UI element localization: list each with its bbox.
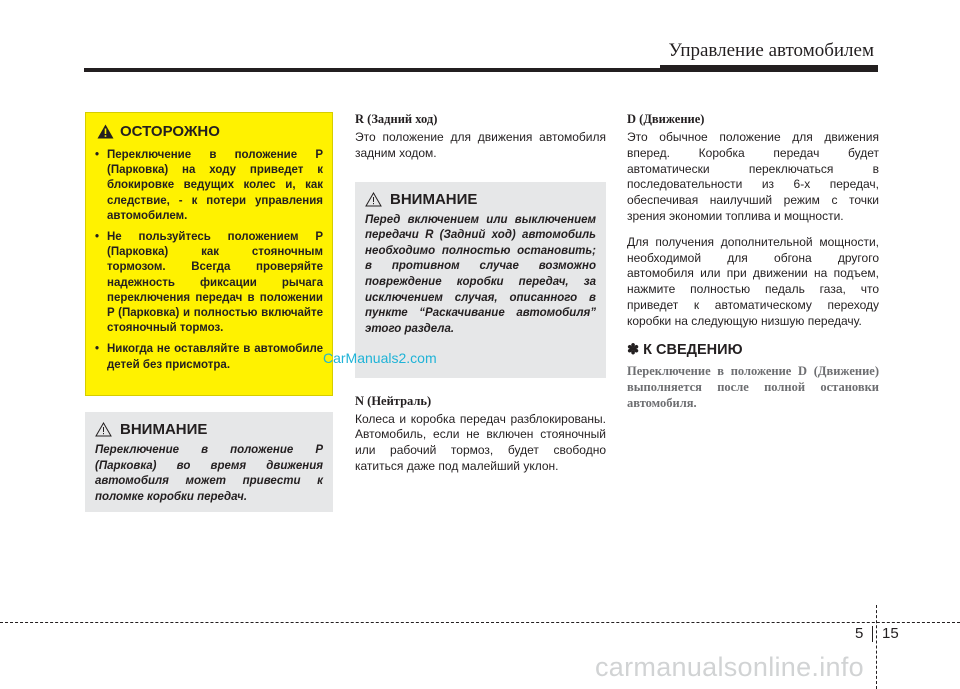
column-left: [85, 112, 333, 512]
footer-rule: [0, 622, 960, 623]
warning-triangle-outline-icon: [95, 422, 112, 437]
notice-heading: [95, 421, 323, 438]
reverse-heading: R (Задний ход): [355, 112, 438, 126]
caution-box: [85, 112, 333, 396]
notice-text: Переключение в положение P (Парковка) во время движения автомобиля может привести к поломке коробки передач.: [95, 444, 323, 503]
notice-box-park: [85, 412, 333, 512]
watermark-carmanualsonline: carmanualsonline.info: [595, 652, 864, 682]
page-header-title: Управление автомобилем: [668, 40, 874, 61]
drive-paragraph: Для получения дополнительной мощности, необходимой для обгона другого автомобиля или при движении на подъем, нажмите полностью педаль газа, что приведет к автоматическому переходу коробки на следующую низшую передачу.: [627, 234, 879, 328]
header-rule-accent: [660, 65, 878, 72]
watermark-link-carmanuals2[interactable]: CarManuals2.com: [323, 350, 437, 366]
caution-item: • Никогда не оставляйте в автомобиле детей без присмотра.: [95, 342, 323, 372]
caution-heading: [97, 123, 323, 140]
warning-triangle-filled-icon: [97, 124, 114, 139]
drive-heading: D (Движение): [627, 112, 705, 126]
chapter-number: 5: [855, 625, 864, 642]
notice-heading: [365, 191, 596, 208]
notice-text: Перед включением или выключением передачи R (Задний ход) автомобиль необходимо полностью остановить; в противном случае возможно повреждение коробки передач, за исключением случая, описанного в пункте “Раскачивание автомобиля” этого раздела.: [365, 213, 596, 335]
drive-paragraph: Это обычное положение для движения вперед. Коробка передач будет автоматически переключаться в последовательности из 6-х передач, обеспечивая наилучший режим с точки зрения экономии топлива и мощности.: [627, 130, 879, 223]
neutral-text: Колеса и коробка передач разблокированы. Автомобиль, если не включен стояночный или рабочий тормоз, будет свободно катиться даже под малейший уклон.: [355, 411, 606, 473]
column-middle: [355, 112, 606, 485]
neutral-heading: N (Нейтраль): [355, 393, 432, 408]
info-text: Переключение в положение D (Движение) выполняется после полной остановки автомобиля.: [627, 363, 879, 410]
caution-title: ОСТОРОЖНО: [120, 123, 220, 140]
warning-triangle-outline-icon: [365, 192, 382, 207]
notice-title: ВНИМАНИЕ: [390, 190, 478, 208]
page-number-divider: [872, 626, 873, 642]
caution-list: [95, 148, 323, 373]
reverse-text: Это положение для движения автомобиля задним ходом.: [355, 130, 606, 160]
page-number: 15: [882, 625, 899, 642]
caution-item: • Не пользуйтесь положением P (Парковка) как стояночным тормозом. Всегда проверяйте надежность фиксации рычага переключения передач в положении P (Парковка) и полностью включайте стояночный тормоз.: [95, 230, 323, 336]
info-heading: ✽ К СВЕДЕНИЮ: [627, 341, 743, 358]
column-right: [627, 112, 879, 411]
notice-title: ВНИМАНИЕ: [120, 421, 208, 438]
footer-separator: [876, 605, 877, 689]
caution-item: • Переключение в положение P (Парковка) на ходу приведет к блокировке ведущих колес и, как следствие, - к потери управления автомобилем.: [95, 148, 323, 224]
notice-box-reverse: [355, 182, 606, 378]
